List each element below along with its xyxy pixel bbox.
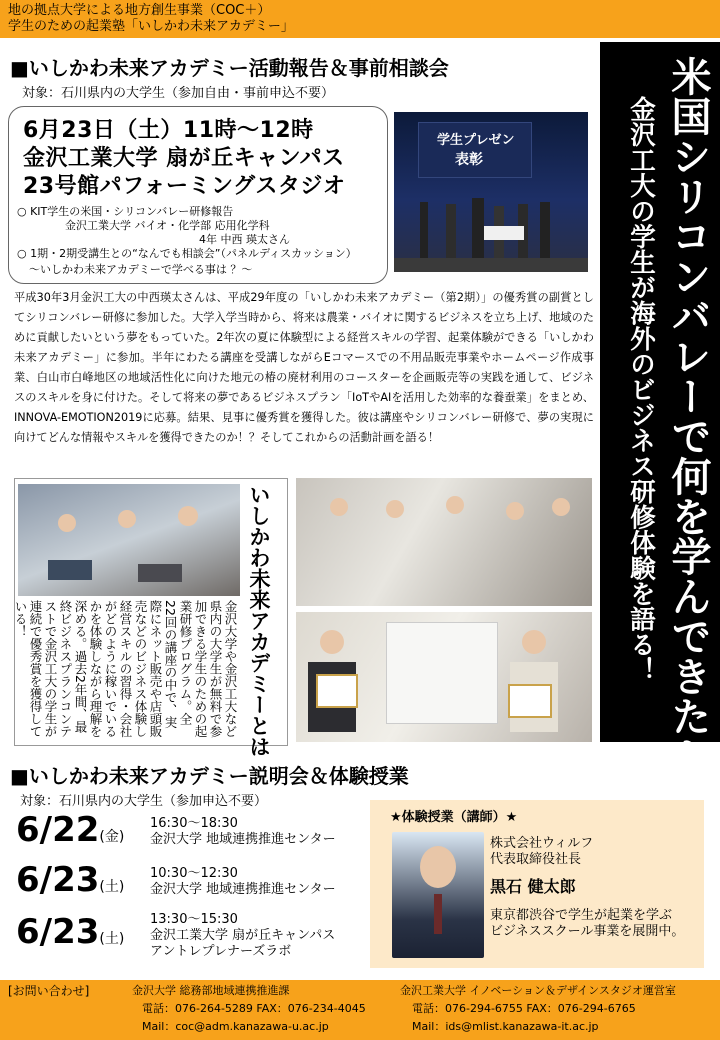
classroom-photo (18, 484, 240, 596)
event-info-box (8, 106, 388, 284)
whiteboard (386, 622, 498, 724)
presentation-screen (418, 122, 532, 178)
lecturer-desc-1: 東京都渋谷で学生が起業を学ぶ (490, 908, 673, 923)
session-2-time: 10:30～12:30 (150, 866, 238, 881)
program-item-1-affiliation: 金沢工業大学 バイオ・化学部 応用化学科 (65, 219, 270, 232)
headline-sub: 金沢工大の学生が海外のビジネス研修体験を語る！ (626, 96, 656, 683)
screen-text-2: 表彰 (455, 152, 483, 168)
workshop-group-photo (296, 478, 592, 606)
contact-left-org: 金沢大学 総務部地域連携推進課 (132, 984, 290, 997)
certificate (508, 684, 552, 718)
contact-label: [お問い合わせ] (8, 984, 90, 998)
session-date: 6/23 (16, 912, 100, 952)
person-head (330, 498, 348, 516)
person-head (552, 498, 570, 516)
session-1-time: 16:30～18:30 (150, 816, 238, 831)
certificate (316, 674, 358, 708)
headline-band (600, 42, 720, 776)
session-day: (土) (99, 931, 125, 947)
person-head (178, 506, 198, 526)
person-silhouette (420, 202, 428, 262)
person-head (118, 510, 136, 528)
section2-title: ■いしかわ未来アカデミー説明会＆体験授業 (10, 764, 409, 788)
person-silhouette (540, 202, 550, 262)
program-item-1: ○ KIT学生の米国・シリコンバレー研修報告 (17, 205, 234, 218)
person-head (58, 514, 76, 532)
person-head (522, 630, 546, 654)
laptop-shape (138, 564, 182, 582)
contact-left-mail[interactable]: Mail：coc@adm.kanazawa-u.ac.jp (142, 1020, 329, 1033)
contact-right-tel: 電話：076-294-6755 FAX：076-294-6765 (412, 1002, 636, 1015)
laptop-shape (48, 560, 92, 580)
about-academy-text: 金沢大学や金沢工大など県内の大学生が無料で参加できる学生のための起業研修プログラム。全22回の講座の中で、実際にネット販売や店頭販売などのビジネス体験し経営スキルの習得・会社がどのように稼いでいるかを体験しながら理解を深める。過去2年間、最終ビジネスプランコンテストで金沢工大の学生が連続で優秀賞を獲得している！ (13, 600, 238, 738)
session-1 (16, 810, 124, 850)
session-3-time: 13:30～15:30 (150, 912, 238, 927)
necktie (434, 894, 442, 934)
contact-right-mail[interactable]: Mail：ids@mlist.kanazawa-it.ac.jp (412, 1020, 599, 1033)
session-3 (16, 912, 124, 952)
header-line-2: 学生のための起業塾「いしかわ未来アカデミー」 (8, 19, 294, 34)
headline-main: 米国シリコンバレーで何を学んできたか (665, 56, 711, 776)
session-date: 6/23 (16, 860, 100, 900)
section1-target: 対象：石川県内の大学生（参加自由・事前申込不要） (22, 86, 335, 101)
lecturer-role: 代表取締役社長 (490, 852, 582, 867)
person-head (320, 630, 344, 654)
program-item-2: ○ 1期・2期受講生との“なんでも相談会”（パネルディスカッション） (17, 247, 357, 260)
contact-left-tel: 電話：076-264-5289 FAX：076-234-4045 (142, 1002, 366, 1015)
story-body-text: 平成30年3月金沢工大の中西瑛太さんは、平成29年度の「いしかわ未来アカデミー（第2期）」の優秀賞の副賞としてシリコンバレー研修に参加した。大学入学当時から、将来は農業・バイオに関するビジネスを立ち上げ、地域のために貢献したいという夢をもっていた。2年次の夏に体験型による経営スキルの学習、起業体験ができる「いしかわ未来アカデミー」に参加。半年にわたる講座を受講しながらEコマースでの不用品販売事業やホームページ作成事業、白山市白峰地区の地域活性化に向けた地元の椿の廃材利用のコースターを企画販売等の実践を通して、ビジネスのスキルを身に付けた。そして将来の夢であるビジネスプラン「IoTやAIを活用した効率的な養蚕業」をまとめ、INNOVA-EMOTION2019に応募。結果、見事に優秀賞を獲得した。彼は講座やシリコンバレー研修で、夢の実現に向けてどんな情報やスキルを獲得できたのか！？そしてこれからの活動計画を語る！ (14, 291, 594, 444)
session-3-place: 金沢工業大学 扇が丘キャンパス (150, 928, 336, 943)
section2-target: 対象：石川県内の大学生（参加申込不要） (20, 794, 268, 809)
program-item-1-speaker: 4年 中西 瑛太さん (199, 233, 290, 246)
person-head (506, 502, 524, 520)
session-1-place: 金沢大学 地域連携推進センター (150, 832, 336, 847)
session-2 (16, 860, 124, 900)
award-board (484, 226, 524, 240)
session-day: (土) (99, 879, 125, 895)
stage-floor (394, 258, 588, 272)
person-head (386, 500, 404, 518)
person-silhouette (446, 204, 456, 262)
lecturer-heading: ★体験授業（講師）★ (390, 810, 518, 825)
lecturer-name: 黒石 健太郎 (490, 877, 576, 896)
person-silhouette (472, 198, 484, 262)
session-2-place: 金沢大学 地域連携推進センター (150, 882, 336, 897)
contact-right-org: 金沢工業大学 イノベーション＆デザインスタジオ運営室 (400, 984, 676, 997)
stage-award-photo (394, 112, 588, 272)
person-head (446, 496, 464, 514)
person-head (420, 846, 456, 888)
event-venue-2: 23号館パフォーミングスタジオ (23, 174, 346, 199)
about-academy-title: いしかわ未来アカデミーとは (247, 484, 271, 757)
session-day: (金) (99, 829, 125, 845)
header-band (0, 0, 720, 38)
lecturer-company: 株式会社ウィルフ (490, 836, 594, 851)
lecturer-desc-2: ビジネススクール事業を展開中。 (490, 924, 685, 939)
session-3-place-detail: アントレプレナーズラボ (150, 944, 292, 959)
program-item-2-sub: ～いしかわ未来アカデミーで学べる事は ？～ (29, 263, 253, 276)
section1-title: ■いしかわ未来アカデミー活動報告＆事前相談会 (10, 56, 449, 80)
contact-footer (0, 980, 720, 1040)
award-ceremony-photo (296, 612, 592, 742)
event-date: 6月23日（土）11時～12時 (23, 118, 314, 143)
event-venue-1: 金沢工業大学 扇が丘キャンパス (23, 146, 345, 171)
session-date: 6/22 (16, 810, 100, 850)
screen-text-1: 学生プレゼン (437, 133, 515, 148)
header-line-1: 地の拠点大学による地方創生事業（COC＋） (8, 3, 271, 18)
lecturer-portrait (392, 832, 484, 958)
